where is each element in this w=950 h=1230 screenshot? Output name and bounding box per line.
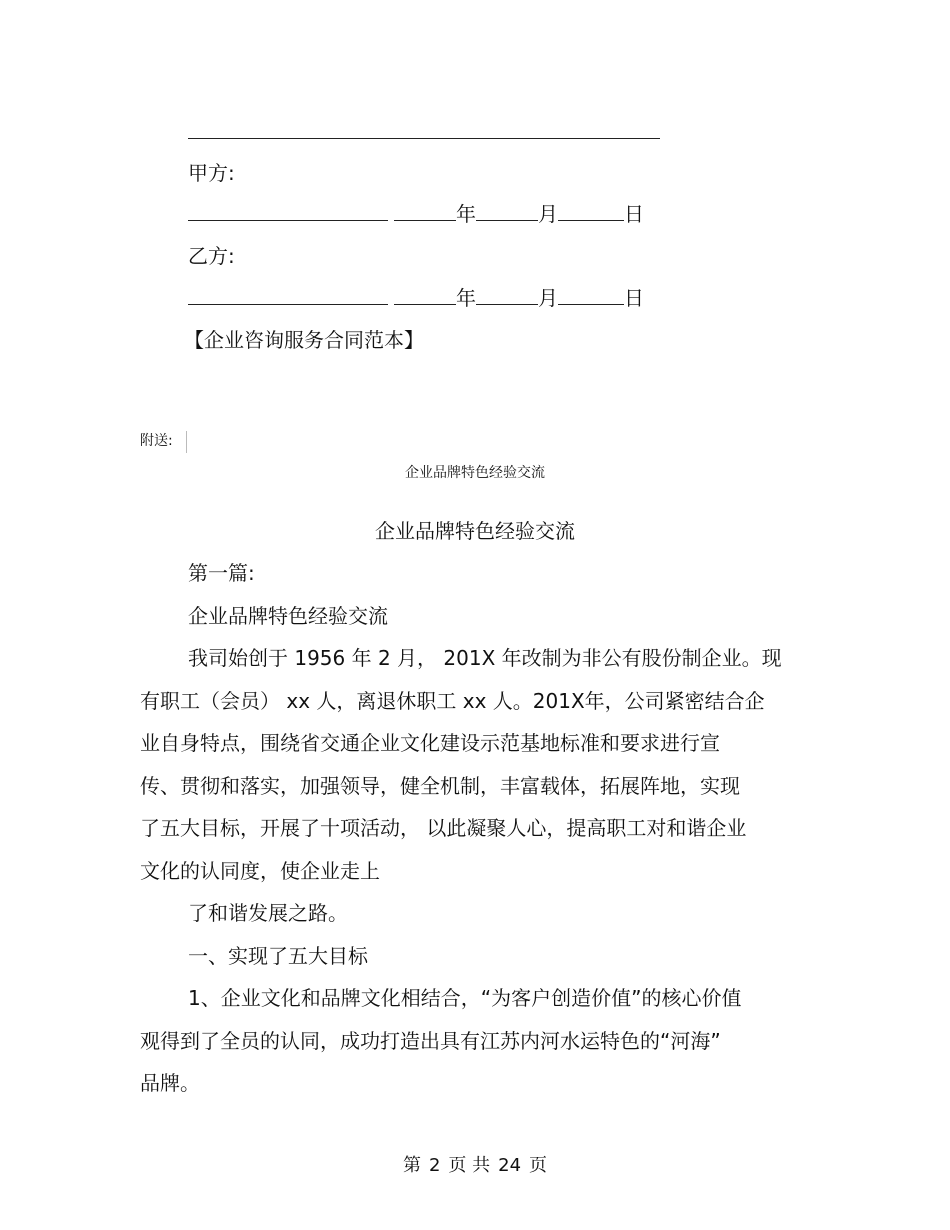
party-a-date-line (188, 201, 644, 227)
body-line: 文化的认同度，使企业走上 (140, 858, 380, 883)
party-a-year-label: 年 (456, 202, 476, 226)
signature-top-rule (188, 138, 660, 139)
party-a-signature-blank (188, 202, 388, 221)
body-line: 了五大目标，开展了十项活动， 以此凝聚人心，提高职工对和谐企业 (140, 816, 747, 840)
party-a-month-blank (476, 202, 538, 221)
party-b-label: 乙方: (188, 244, 235, 268)
footer-middle: 页 共 (448, 1155, 491, 1176)
article-body (140, 552, 790, 1105)
page-footer (0, 1151, 950, 1177)
body-line: 第一篇: (188, 561, 255, 585)
body-line: 观得到了全员的认同，成功打造出具有江苏内河水运特色的“河海” (140, 1028, 721, 1053)
party-b-day-label: 日 (624, 286, 644, 310)
party-a-day-blank (558, 202, 624, 221)
article-title: 企业品牌特色经验交流 (375, 519, 575, 543)
party-b-month-label: 月 (538, 286, 558, 310)
party-a-day-label: 日 (624, 202, 644, 226)
body-line: 业自身特点，围绕省交通企业文化建设示范基地标准和要求进行宣 (140, 731, 720, 755)
appendix-small-title: 企业品牌特色经验交流 (405, 465, 545, 481)
party-b-day-blank (558, 286, 624, 305)
party-b-year-blank (394, 286, 456, 305)
body-line: 我司始创于 1956 年 2 月， 201X 年改制为非公有股份制企业。现 (188, 646, 782, 670)
party-b-date-line (188, 285, 644, 311)
footer-prefix: 第 (402, 1155, 421, 1176)
body-line: 1、企业文化和品牌文化相结合，“为客户创造价值”的核心价值 (188, 986, 742, 1010)
appendix-label: 附送: (140, 433, 173, 449)
body-line: 品牌。 (140, 1071, 200, 1095)
body-line: 企业品牌特色经验交流 (188, 603, 388, 628)
contract-title: 【企业咨询服务合同范本】 (184, 328, 424, 352)
body-line: 一、实现了五大目标 (188, 943, 368, 968)
footer-page-number: 2 (428, 1155, 441, 1176)
party-a-label: 甲方: (188, 161, 235, 185)
party-b-year-label: 年 (456, 286, 476, 310)
party-b-month-blank (476, 286, 538, 305)
party-a-month-label: 月 (538, 202, 558, 226)
body-line: 了和谐发展之路。 (188, 901, 348, 925)
party-a-year-blank (394, 202, 456, 221)
footer-total-pages: 24 (498, 1155, 522, 1176)
body-line: 有职工（会员） xx 人，离退休职工 xx 人。201X年，公司紧密结合企 (140, 688, 765, 713)
body-line: 传、贯彻和落实，加强领导，健全机制，丰富载体，拓展阵地，实现 (140, 773, 740, 798)
appendix-divider (186, 431, 187, 453)
party-b-signature-blank (188, 286, 388, 305)
footer-suffix: 页 (529, 1155, 548, 1176)
